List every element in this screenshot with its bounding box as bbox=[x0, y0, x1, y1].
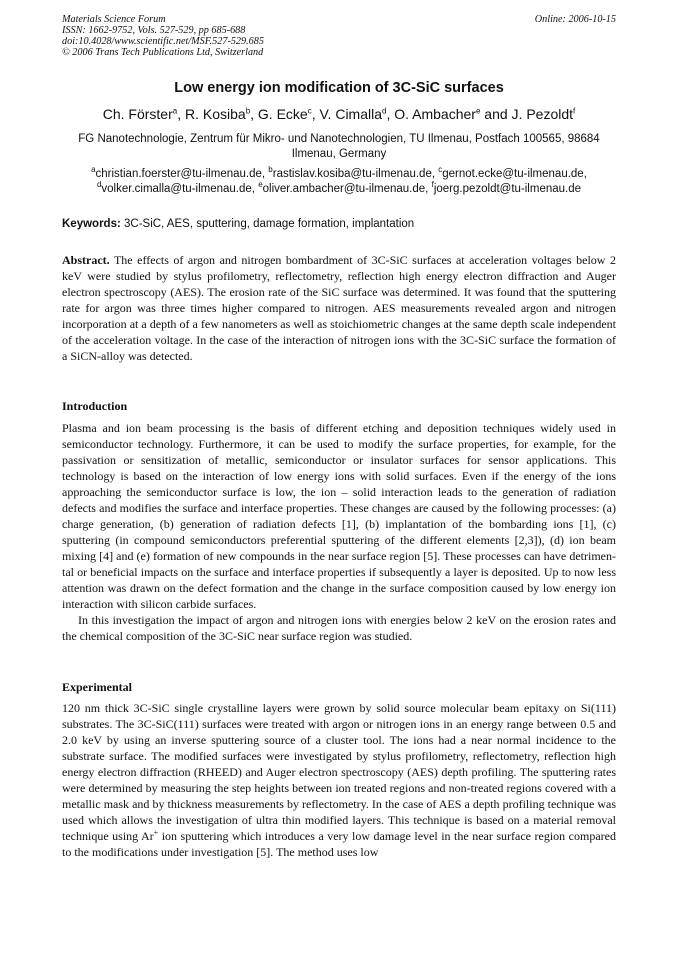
author-marker: a bbox=[172, 106, 178, 116]
author-name: V. Cimalla bbox=[319, 106, 383, 122]
introduction-paragraph-2: In this investigation the impact of argon and nitrogen ions with energies below 2 keV on the erosion rates and the chemical composition of the 3C-SiC near surface region was studied. bbox=[62, 613, 616, 643]
experimental-superscript: + bbox=[153, 828, 159, 837]
author-marker: c bbox=[307, 106, 312, 116]
experimental-heading: Experimental bbox=[62, 680, 132, 694]
email-link[interactable]: rastislav.kosiba@tu-ilmenau.de, bbox=[272, 168, 439, 180]
author-name: Ch. Förster bbox=[102, 106, 173, 122]
keywords-text: 3C-SiC, AES, sputtering, damage formation, implantation bbox=[120, 218, 415, 230]
experimental-text-a: 120 nm thick 3C-SiC single crystalline layers were grown by solid source molecular beam epitaxy on Si(111) substrates. The 3C-SiC(111) surfaces were treated with argon or nitrogen ions in an energy range between 0.5 and 2.0 keV by using an inverse sputtering source of a cluster tool. The ions had a near normal incidence to the substrate surface. The modified surfaces were investigated by stylus profilometry, reflectometry, reflection high energy electron diffraction (RHEED) and Auger electron spectroscopy (AES) depth profiling. The sputtering rates were determined by measuring the step heights between ion treated regions and non-treated regions covered with a metallic mask and by thickness measurements by reflectometry. In the case of AES a depth profiling technique was used which allows the investigation of ultra thin modified layers. This technique is based on a material removal technique using Ar bbox=[62, 701, 616, 843]
introduction-body bbox=[62, 420, 616, 644]
email-marker: b bbox=[268, 165, 273, 175]
email-link[interactable]: christian.foerster@tu-ilmenau.de, bbox=[95, 168, 269, 180]
affiliation: FG Nanotechnologie, Zentrum für Mikro- und Nanotechnologien, TU Ilmenau, Postfach 100565, 98684 Ilmenau, Germany bbox=[78, 133, 600, 160]
email-link[interactable]: gernot.ecke@tu-ilmenau.de, bbox=[442, 168, 587, 180]
email-marker: f bbox=[431, 180, 434, 190]
email-marker: c bbox=[438, 165, 443, 175]
author-separator: , bbox=[386, 106, 395, 122]
abstract bbox=[62, 252, 616, 364]
keywords bbox=[62, 218, 616, 230]
author-marker: d bbox=[382, 106, 387, 116]
email-link[interactable]: oliver.ambacher@tu-ilmenau.de, bbox=[262, 183, 432, 195]
keywords-label: Keywords: bbox=[62, 218, 121, 230]
experimental-body bbox=[62, 700, 616, 860]
author-separator: , bbox=[177, 106, 185, 122]
online-date: Online: 2006-10-15 bbox=[534, 14, 616, 25]
author-marker: f bbox=[573, 106, 576, 116]
author-name: R. Kosiba bbox=[184, 106, 246, 122]
author-emails bbox=[62, 167, 616, 197]
journal-header bbox=[62, 14, 616, 58]
introduction-paragraph-1: Plasma and ion beam processing is the basis of different etching and deposition techniques widely used in semiconductor technology. Furthermore, it can be used to modify the surface properties, for example, for the passivation or sensitization of metallic, semiconductor or insulator surfaces for sensor applications. This technology is based on the interaction of low energy ions with solid surfaces. Even if the energy of the ions approaching the semiconductor surface is low, the ion – solid interaction leads to the generation of radiation defects and modifies the surface and interface properties. These changes are caused by the following processes: (a) charge generation, (b) generation of radiation defects [1], (b) implantation of the bombarding ions [1], (c) sputtering (in compound semiconductors preferential sputtering of the different elements [2,3]), (d) ion beam mixing [4] and (e) formation of new compounds in the near surface region [5]. These processes can have detrimental or beneficial impacts on the surface and interface properties if subsequently a layer is deposited. Up to now less attention was drawn on the defect formation and the change in the surface composition caused by low energy ion interaction with silicon carbide surfaces. bbox=[62, 421, 616, 611]
author-marker: b bbox=[245, 106, 251, 116]
author-separator: , bbox=[250, 106, 258, 122]
paper-title: Low energy ion modification of 3C-SiC surfaces bbox=[174, 80, 504, 96]
email-link[interactable]: volker.cimalla@tu-ilmenau.de, bbox=[101, 183, 259, 195]
introduction-heading: Introduction bbox=[62, 399, 128, 413]
author-marker: e bbox=[475, 106, 481, 116]
author-separator: , bbox=[311, 106, 320, 122]
abstract-text: The effects of argon and nitrogen bombardment of 3C-SiC surfaces at acceleration voltages below 2 keV were studied by stylus profilometry, reflectometry, reflection high energy electron diffraction and Auger electron spectroscopy (AES). The erosion rate of the SiC surface was determined. It was found that the sputtering rate for argon was three times higher compared to nitrogen. AES measurements revealed argon and nitrogen incorporation at a depth of a few nanometers as well as stoichiometric changes at the same depth scale independent of the acceleration voltage. In the case of the interaction of nitrogen ions with the 3C-SiC surface the formation of a SiCN-alloy was detected. bbox=[62, 253, 616, 363]
journal-copyright: © 2006 Trans Tech Publications Ltd, Switzerland bbox=[62, 47, 264, 58]
journal-issn: ISSN: 1662-9752, Vols. 527-529, pp 685-688 bbox=[62, 25, 246, 36]
author-name: G. Ecke bbox=[257, 106, 308, 122]
email-marker: e bbox=[258, 180, 263, 190]
author-separator: and bbox=[480, 106, 512, 122]
journal-name: Materials Science Forum bbox=[62, 14, 166, 25]
email-marker: d bbox=[96, 180, 102, 190]
author-name: O. Ambacher bbox=[394, 106, 476, 122]
email-marker: a bbox=[91, 165, 96, 175]
abstract-label: Abstract. bbox=[62, 253, 110, 267]
journal-doi: doi:10.4028/www.scientific.net/MSF.527-529.685 bbox=[62, 36, 264, 47]
author-name: J. Pezoldt bbox=[511, 106, 574, 122]
experimental-text-b: ion sputtering which introduces a very low damage level in the near surface region compared to the modifications under investigation [5]. The method uses low bbox=[62, 829, 616, 859]
email-link[interactable]: joerg.pezoldt@tu-ilmenau.de bbox=[433, 183, 582, 195]
author-list bbox=[62, 106, 616, 122]
